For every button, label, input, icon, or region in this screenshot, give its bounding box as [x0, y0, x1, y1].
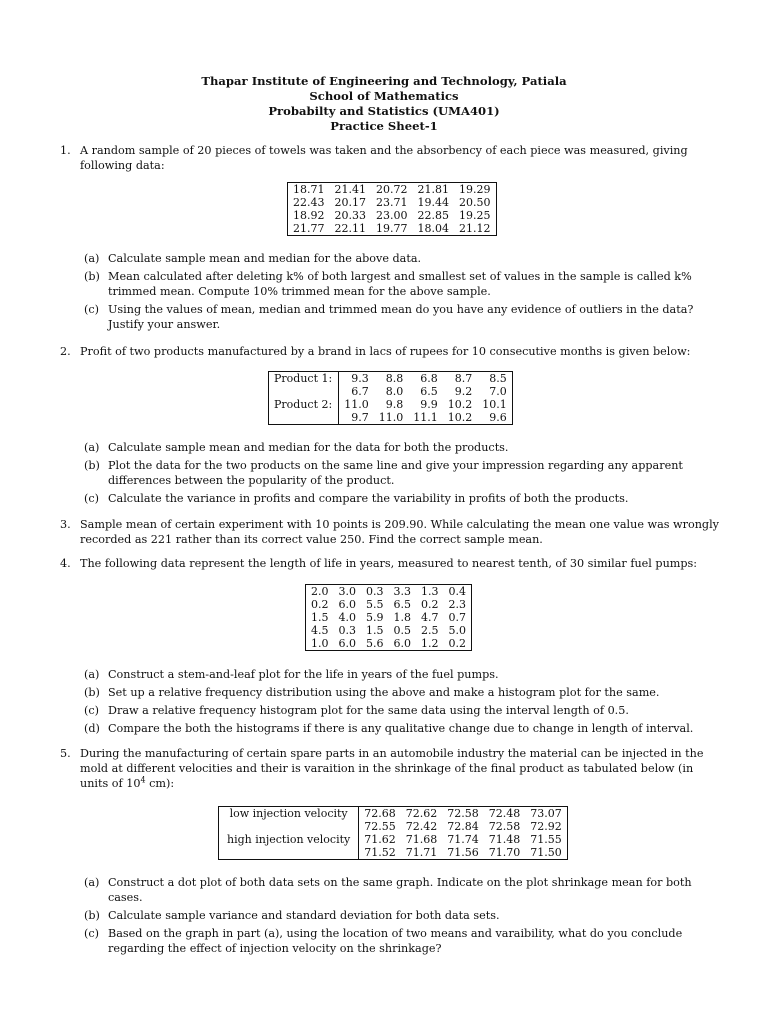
table-cell: 9.2 — [454, 385, 473, 398]
sub-question — [84, 251, 724, 266]
row-label — [219, 846, 359, 860]
sub-question-text: Compare the both the histograms if there is any qualitative change due to change in length of interval. — [108, 722, 694, 735]
table-cell: 0.3 — [338, 624, 356, 637]
sub-question-text: Construct a stem-and-leaf plot for the life in years of the fuel pumps. — [108, 668, 499, 681]
table-cell: 6.5 — [393, 598, 411, 611]
sub-question-label: (b) — [84, 909, 100, 922]
sub-question — [84, 269, 724, 299]
sub-question-label: (a) — [84, 441, 100, 454]
table-cell: 20.50 — [459, 196, 491, 209]
sub-question-label: (c) — [84, 303, 99, 316]
table-cell: 71.48 — [488, 833, 521, 846]
table-cell: 10.1 — [482, 398, 507, 411]
question-1-parts — [84, 251, 724, 335]
question-4 — [60, 556, 722, 571]
table-cell: 0.7 — [448, 611, 466, 624]
question-number: 4. — [60, 557, 71, 570]
question-4-parts — [84, 667, 724, 739]
sub-question-text: Mean calculated after deleting k% of both largest and smallest set of values in the sample is called k% trimmed mean. Compute 10% trimmed mean for the above sample. — [108, 270, 692, 298]
table-cell: 19.25 — [459, 209, 491, 222]
table-cell: 2.5 — [421, 624, 439, 637]
sub-question — [84, 721, 724, 736]
table-cell: 72.48 — [488, 807, 521, 820]
table-row — [306, 611, 472, 624]
question-text: A random sample of 20 pieces of towels was taken and the absorbency of each piece was measured, giving following data: — [80, 144, 688, 172]
table-cell: 19.44 — [417, 196, 449, 209]
table-cell: 11.1 — [413, 411, 438, 424]
table-row — [306, 624, 472, 637]
table-cell: 21.12 — [459, 222, 491, 235]
table-cell: 6.8 — [420, 372, 438, 385]
table-cell: 5.0 — [448, 624, 466, 637]
question-3 — [60, 517, 722, 547]
table-cell: 6.0 — [393, 637, 411, 650]
sub-question-label: (b) — [84, 270, 100, 283]
table-cell: 8.8 — [385, 372, 404, 385]
table-cell: 18.92 — [293, 209, 325, 222]
question-text: The following data represent the length of life in years, measured to nearest tenth, of 30 similar fuel pumps: — [80, 557, 698, 570]
question-number: 3. — [60, 518, 71, 531]
table-cell: 10.2 — [447, 398, 473, 411]
table-cell: 22.85 — [417, 209, 449, 222]
table-cell: 72.92 — [530, 820, 562, 833]
table-cell: 72.55 — [364, 820, 396, 833]
sub-question-label: (b) — [84, 459, 100, 472]
sub-question — [84, 685, 724, 700]
table-cell: 1.8 — [393, 611, 411, 624]
table-cell: 0.2 — [448, 637, 466, 650]
table-cell: 9.8 — [385, 398, 404, 411]
question-2-parts — [84, 440, 724, 509]
table-cell: 8.7 — [454, 372, 473, 385]
row-label: high injection velocity — [219, 833, 359, 846]
table-cell: 1.5 — [366, 624, 384, 637]
sub-question-label: (a) — [84, 252, 100, 265]
sub-question-text: Calculate sample variance and standard deviation for both data sets. — [108, 909, 500, 922]
table-cell: 1.3 — [421, 585, 439, 598]
sub-question — [84, 926, 724, 956]
table-row — [269, 411, 513, 425]
table-cell: 8.0 — [385, 385, 404, 398]
table-cell: 5.9 — [366, 611, 384, 624]
table-row — [269, 385, 513, 398]
sub-question — [84, 440, 724, 455]
table-cell: 9.9 — [420, 398, 438, 411]
table-cell: 71.74 — [447, 833, 479, 846]
row-label — [269, 385, 339, 398]
table-cell: 22.11 — [334, 222, 366, 235]
absorbency-data-table — [287, 182, 497, 236]
table-row — [306, 598, 472, 611]
table-cell: 6.7 — [351, 385, 369, 398]
question-1 — [60, 143, 722, 173]
table-row — [306, 585, 472, 599]
sub-question-text: Calculate sample mean and median for the above data. — [108, 252, 422, 265]
table-cell: 9.7 — [351, 411, 369, 424]
table-cell: 4.0 — [338, 611, 356, 624]
row-label: Product 2: — [269, 398, 339, 411]
table-cell: 71.52 — [364, 846, 396, 859]
table-cell: 6.5 — [420, 385, 438, 398]
question-number: 1. — [60, 144, 71, 157]
question-text: During the manufacturing of certain spare parts in an automobile industry the material can be injected in the mold at different velocities and their is varaition in the shrinkage of the final product as tabulated below (in units of $10^4$ cm): — [80, 747, 704, 790]
sub-question — [84, 491, 724, 506]
table-cell: 2.0 — [311, 585, 329, 598]
exponent: 4 — [140, 775, 146, 785]
sub-question-label: (c) — [84, 704, 99, 717]
table-row — [288, 222, 497, 236]
table-cell: 71.55 — [530, 833, 562, 846]
institute-name: Thapar Institute of Engineering and Technology, Patiala — [201, 74, 567, 88]
sub-question-text: Calculate the variance in profits and compare the variability in profits of both the products. — [108, 492, 629, 505]
table-cell: 71.68 — [405, 833, 438, 846]
row-label — [219, 820, 359, 833]
table-row — [306, 637, 472, 651]
sub-question — [84, 875, 724, 905]
table-cell: 73.07 — [530, 807, 562, 820]
table-cell: 20.72 — [376, 183, 408, 196]
table-cell: 9.6 — [489, 411, 507, 424]
table-cell: 2.3 — [448, 598, 466, 611]
table-row — [219, 820, 568, 833]
table-cell: 1.2 — [421, 637, 439, 650]
table-cell: 0.2 — [421, 598, 439, 611]
table-cell: 9.3 — [351, 372, 369, 385]
sub-question-text: Using the values of mean, median and trimmed mean do you have any evidence of outliers in the data? Justify your answer. — [108, 303, 694, 331]
table-cell: 7.0 — [489, 385, 507, 398]
sub-question-label: (b) — [84, 686, 100, 699]
table-cell: 71.56 — [447, 846, 479, 859]
table-cell: 0.2 — [311, 598, 329, 611]
table-cell: 72.42 — [405, 820, 438, 833]
table-cell: 0.4 — [448, 585, 466, 598]
course-title: Probabilty and Statistics (UMA401) — [268, 104, 500, 118]
table-cell: 8.5 — [489, 372, 507, 385]
sub-question-text: Set up a relative frequency distribution using the above and make a histogram plot for the same. — [108, 686, 660, 699]
fuel-pump-data-table — [305, 584, 472, 651]
sub-question-text: Based on the graph in part (a), using the location of two means and varaibility, what do you conclude regarding the effect of injection velocity on the shrinkage? — [108, 927, 683, 955]
table-cell: 4.5 — [311, 624, 329, 637]
table-cell: 19.77 — [376, 222, 408, 235]
school-name: School of Mathematics — [309, 89, 459, 103]
table-cell: 11.0 — [378, 411, 404, 424]
table-cell: 1.5 — [311, 611, 329, 624]
document-header — [0, 74, 768, 134]
sub-question-text: Plot the data for the two products on the same line and give your impression regarding any apparent differences between the popularity of the product. — [108, 459, 683, 487]
table-row — [219, 846, 568, 860]
sub-question — [84, 458, 724, 488]
sub-question-label: (a) — [84, 876, 100, 889]
table-cell: 6.0 — [338, 637, 356, 650]
table-row — [288, 183, 497, 197]
table-cell: 72.68 — [364, 807, 396, 820]
table-cell: 5.5 — [366, 598, 384, 611]
question-2 — [60, 344, 722, 359]
table-row — [219, 833, 568, 846]
sub-question-text: Calculate sample mean and median for the data for both the products. — [108, 441, 509, 454]
table-cell: 3.3 — [393, 585, 411, 598]
table-cell: 22.43 — [293, 196, 325, 209]
sub-question — [84, 667, 724, 682]
table-cell: 19.29 — [459, 183, 491, 196]
row-label: low injection velocity — [219, 807, 359, 821]
table-row — [269, 398, 513, 411]
table-cell: 72.58 — [447, 807, 479, 820]
table-cell: 72.84 — [447, 820, 479, 833]
table-cell: 71.62 — [364, 833, 396, 846]
table-row — [288, 209, 497, 222]
table-cell: 1.0 — [311, 637, 329, 650]
table-cell: 21.81 — [417, 183, 449, 196]
table-cell: 21.77 — [293, 222, 325, 235]
question-text: Profit of two products manufactured by a brand in lacs of rupees for 10 consecutive months is given below: — [80, 345, 691, 358]
sheet-title: Practice Sheet-1 — [330, 119, 438, 133]
table-cell: 18.04 — [417, 222, 449, 235]
table-cell: 20.17 — [334, 196, 366, 209]
table-cell: 6.0 — [338, 598, 356, 611]
table-cell: 18.71 — [293, 183, 325, 196]
table-cell: 10.2 — [447, 411, 473, 424]
profit-data-table — [268, 371, 513, 425]
table-cell: 0.3 — [366, 585, 384, 598]
table-row — [288, 196, 497, 209]
sub-question — [84, 908, 724, 923]
sub-question-text: Construct a dot plot of both data sets on the same graph. Indicate on the plot shrinkage mean for both cases. — [108, 876, 692, 904]
row-label — [269, 411, 339, 425]
sub-question-label: (d) — [84, 722, 100, 735]
sub-question-label: (c) — [84, 492, 99, 505]
table-cell: 71.50 — [530, 846, 562, 859]
table-cell: 11.0 — [344, 398, 369, 411]
row-label: Product 1: — [269, 372, 339, 386]
table-cell: 23.71 — [376, 196, 408, 209]
question-5 — [60, 746, 722, 791]
table-cell: 71.70 — [488, 846, 521, 859]
question-number: 2. — [60, 345, 71, 358]
table-row — [269, 372, 513, 386]
question-5-parts — [84, 875, 724, 959]
table-cell: 21.41 — [334, 183, 366, 196]
table-cell: 72.62 — [405, 807, 438, 820]
table-cell: 71.71 — [405, 846, 438, 859]
sub-question-text: Draw a relative frequency histogram plot for the same data using the interval length of 0.5. — [108, 704, 629, 717]
table-cell: 5.6 — [366, 637, 384, 650]
table-cell: 3.0 — [338, 585, 356, 598]
table-cell: 4.7 — [421, 611, 439, 624]
sub-question — [84, 302, 724, 332]
sub-question — [84, 703, 724, 718]
shrinkage-data-table — [218, 806, 568, 860]
table-cell: 20.33 — [334, 209, 366, 222]
table-row — [219, 807, 568, 821]
table-cell: 0.5 — [393, 624, 411, 637]
question-number: 5. — [60, 747, 71, 760]
table-cell: 23.00 — [376, 209, 408, 222]
sub-question-label: (a) — [84, 668, 100, 681]
table-cell: 72.58 — [488, 820, 521, 833]
sub-question-label: (c) — [84, 927, 99, 940]
question-text: Sample mean of certain experiment with 10 points is 209.90. While calculating the mean one value was wrongly recorded as 221 rather than its correct value 250. Find the correct sample mean. — [80, 518, 719, 546]
